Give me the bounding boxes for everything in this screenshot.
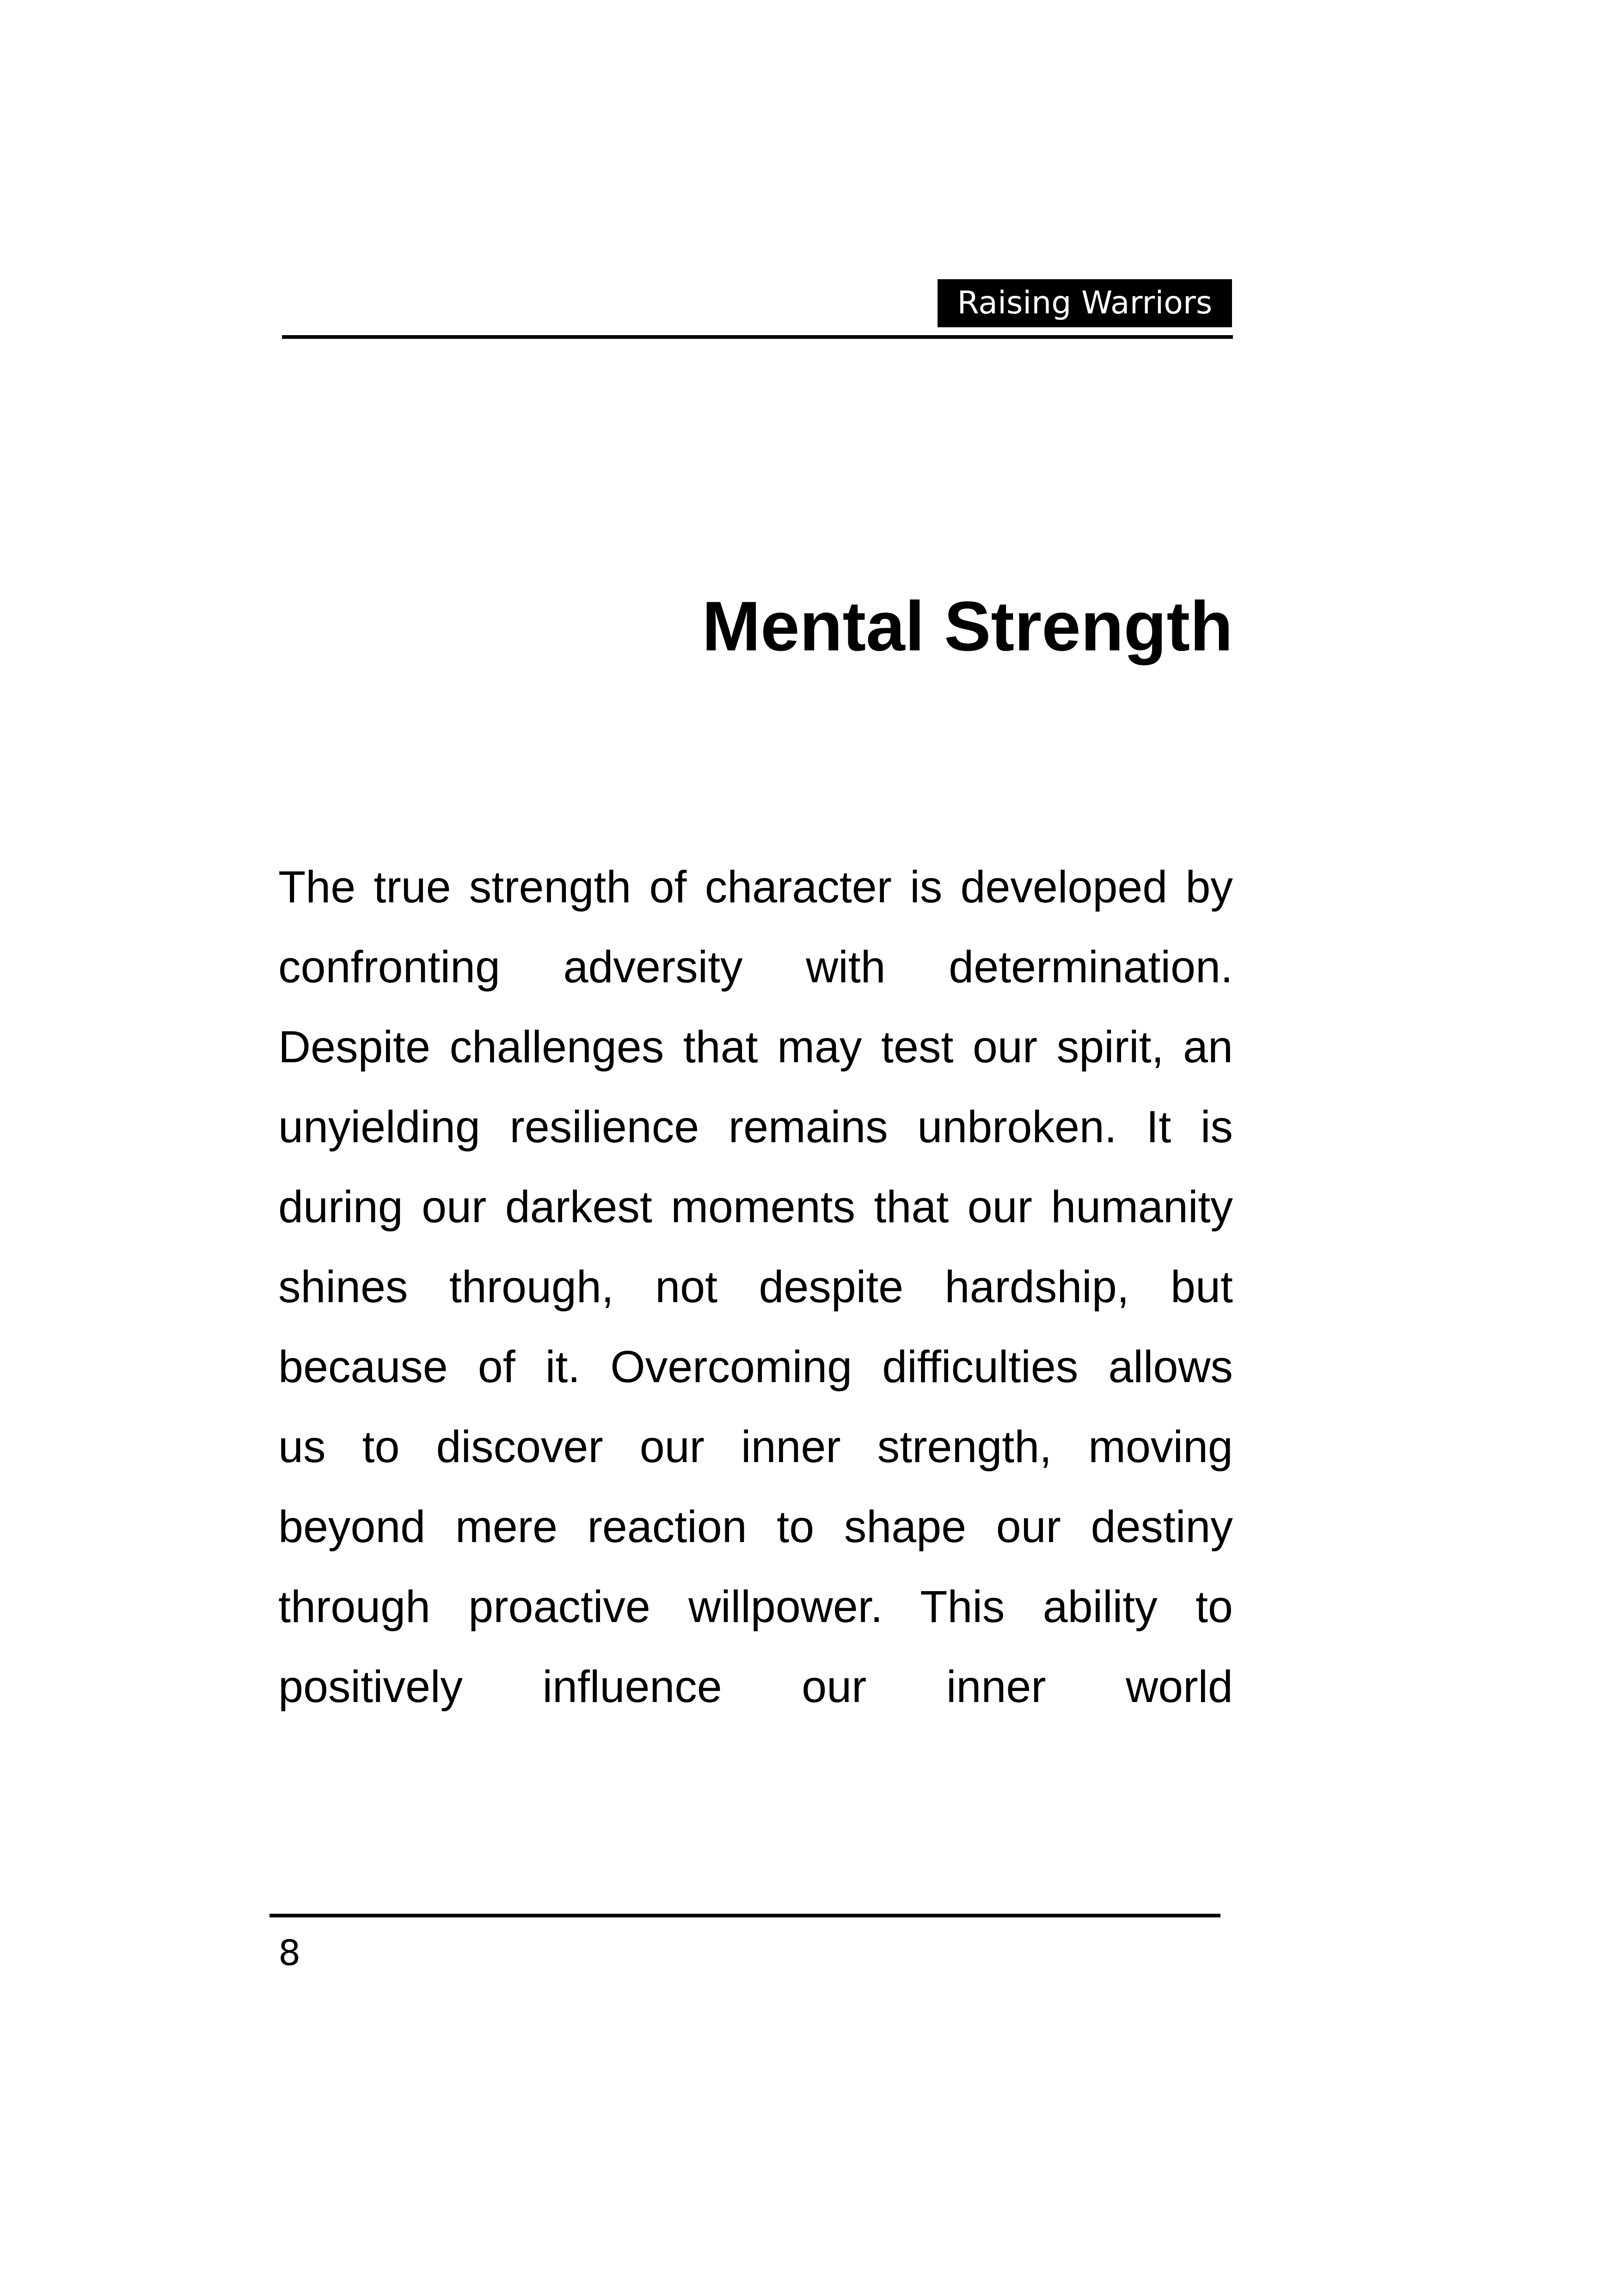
header-rule [282, 335, 1233, 339]
body-line: us to discover our inner strength, moving [278, 1421, 1233, 1472]
chapter-title: Mental Strength [702, 587, 1233, 666]
body-line: confronting adversity with determination. [278, 942, 1233, 992]
body-line: positively influence our inner world [278, 1661, 1233, 1712]
body-line: Despite challenges that may test our spirit, an [278, 1022, 1233, 1072]
body-paragraph [278, 847, 1233, 1727]
body-line: through proactive willpower. This ability to [278, 1581, 1233, 1632]
body-line: during our darkest moments that our humanity [278, 1182, 1233, 1232]
body-line: beyond mere reaction to shape our destiny [278, 1501, 1233, 1552]
page-number: 8 [278, 1932, 301, 1973]
body-line: The true strength of character is developed by [278, 862, 1233, 912]
running-header-title: Raising Warriors [938, 279, 1232, 327]
body-line: because of it. Overcoming difficulties allows [278, 1341, 1233, 1392]
footer-rule [270, 1914, 1220, 1917]
body-line: shines through, not despite hardship, but [278, 1261, 1233, 1312]
body-line: unyielding resilience remains unbroken. It is [278, 1102, 1233, 1152]
